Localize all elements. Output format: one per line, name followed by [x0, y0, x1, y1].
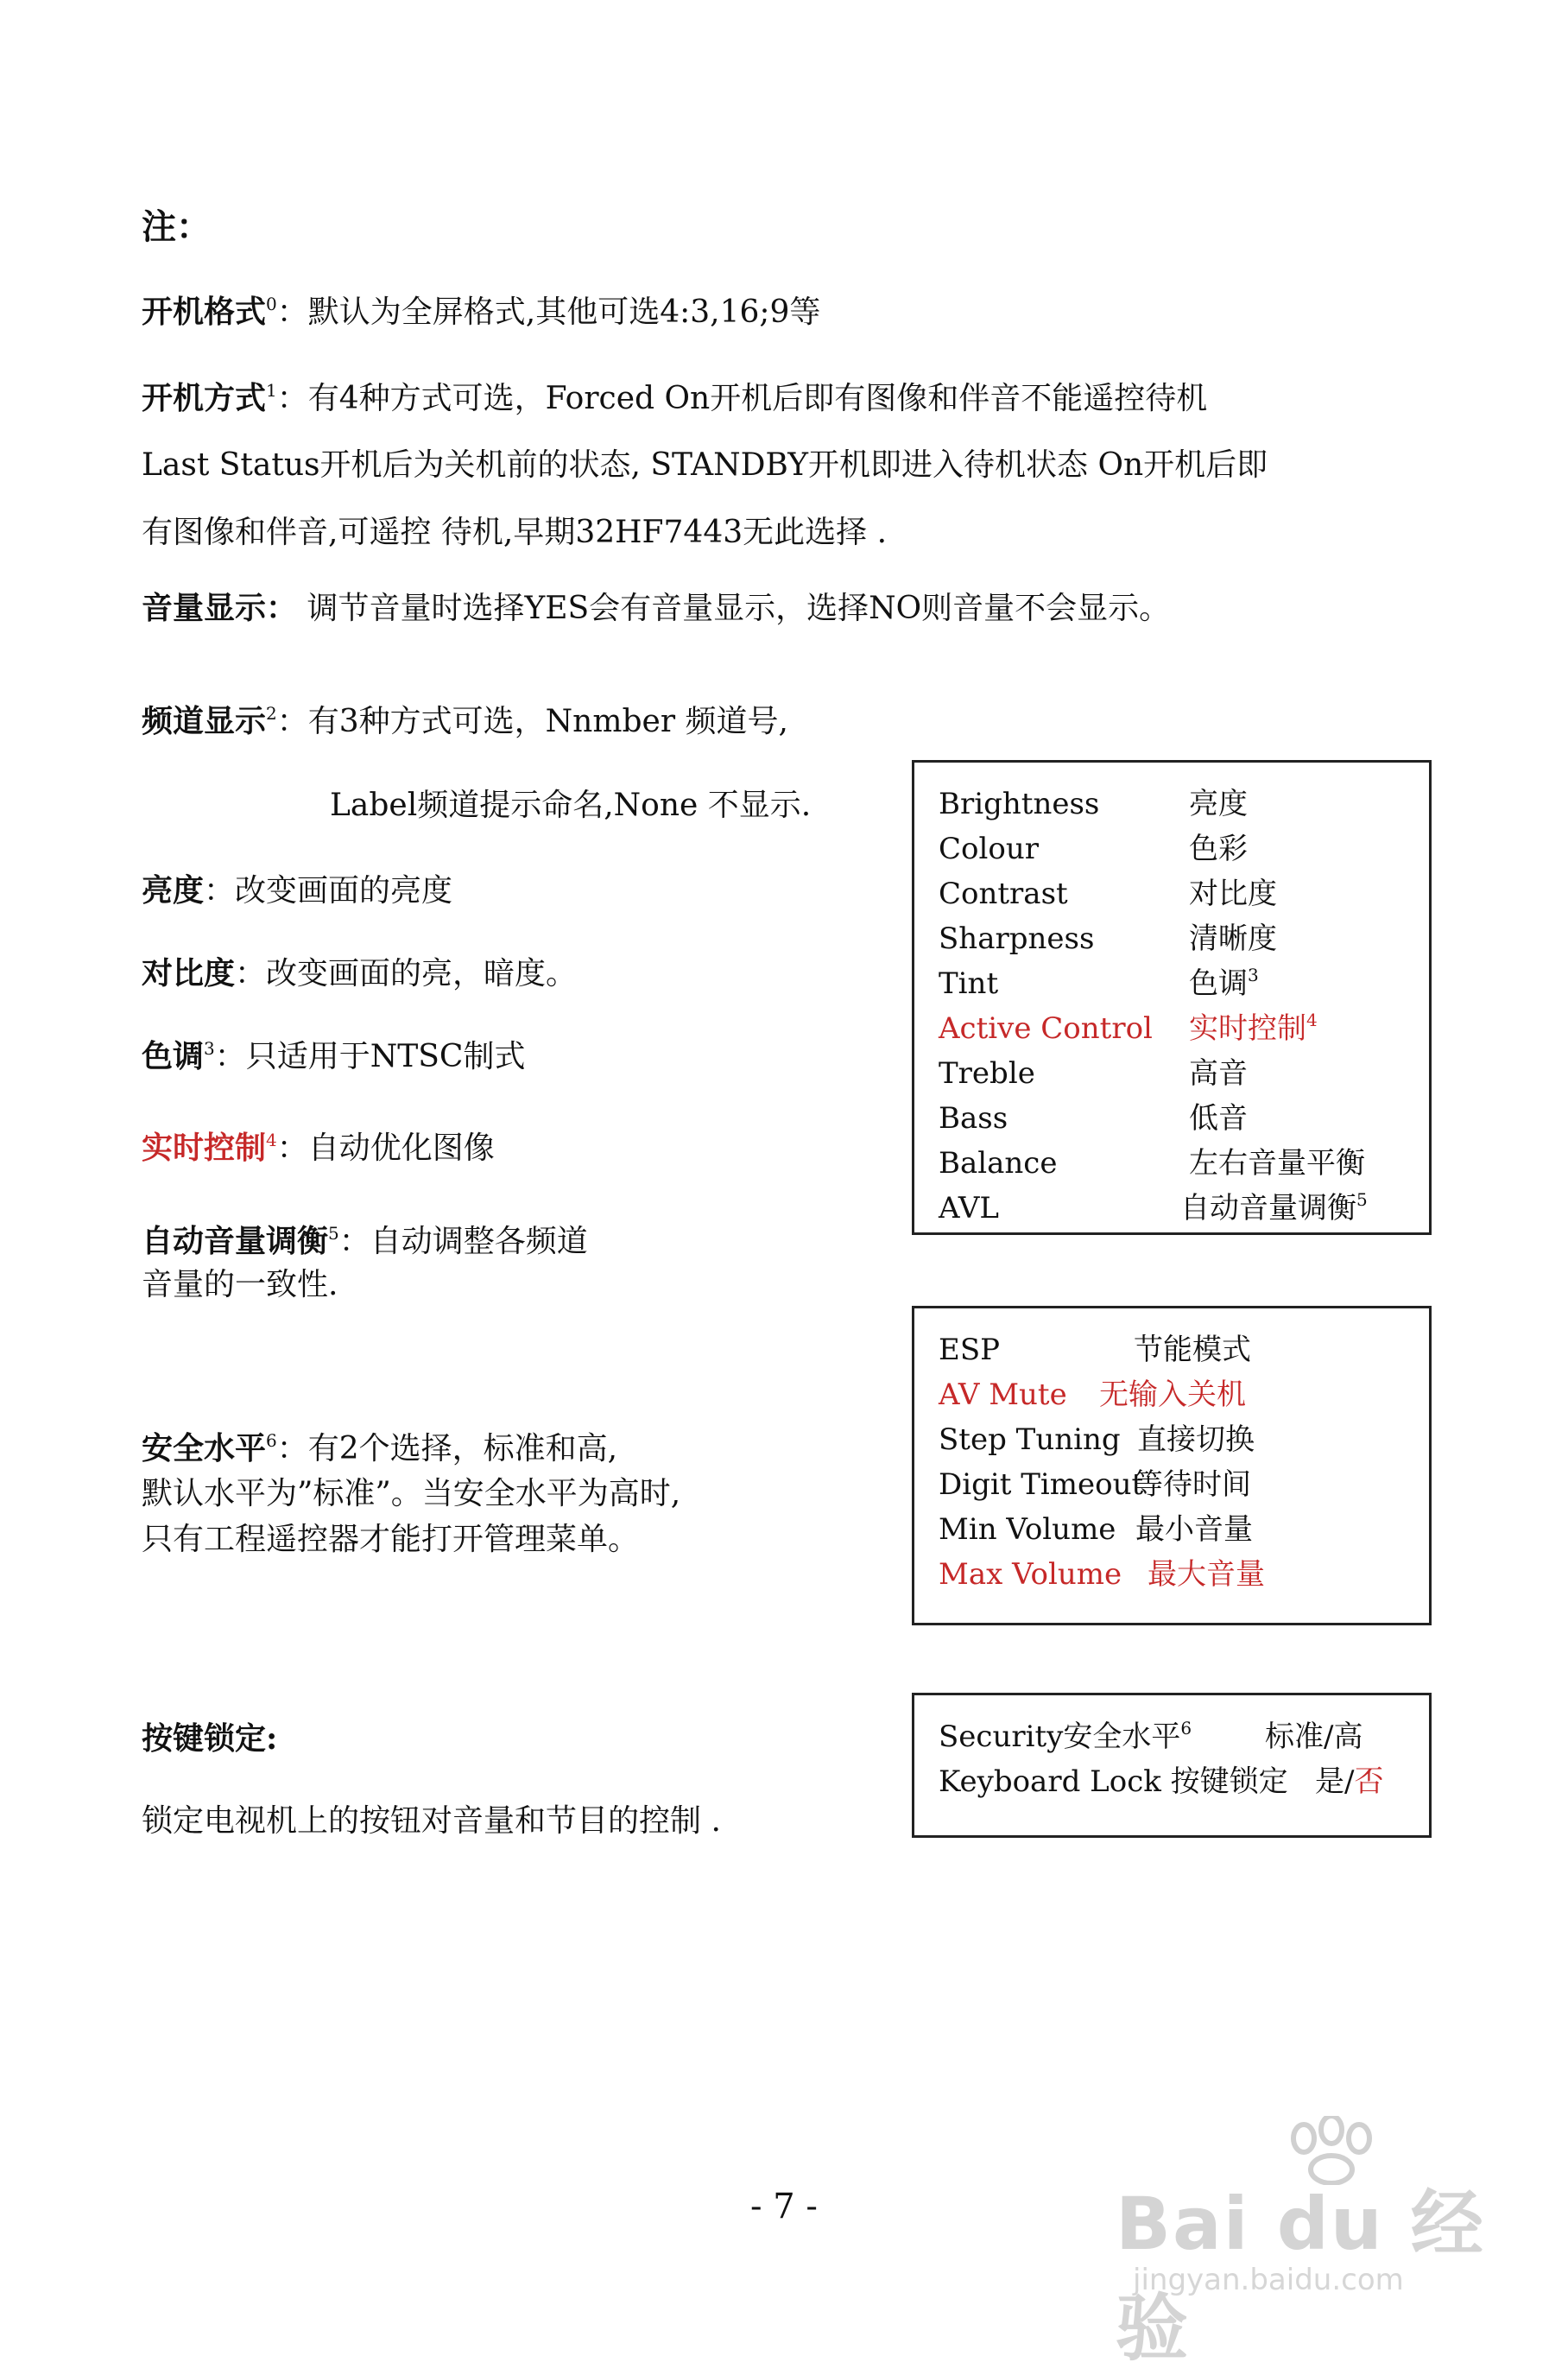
menu-item-zh: 亮度	[1189, 787, 1248, 821]
boot-mode-line2: Last Status开机后为关机前的状态, STANDBY开机即进入待机状态 On开机后即	[142, 447, 1268, 483]
option-item-zh: 等待时间	[1134, 1467, 1251, 1502]
menu-item-en: Brightness	[939, 787, 1100, 821]
avl-label: 自动音量调衡	[142, 1223, 329, 1259]
menu-row-active-control	[939, 1006, 1412, 1051]
footnote-3: 3	[204, 1038, 215, 1059]
footnote-0: 0	[266, 294, 277, 314]
menu-item-en: Bass	[939, 1101, 1008, 1136]
security-line1	[142, 1425, 617, 1472]
option-row-min-volume	[939, 1507, 1412, 1552]
menu-item-zh: 对比度	[1189, 877, 1277, 911]
footnote-6: 6	[266, 1430, 277, 1451]
brightness-text: ：改变画面的亮度	[204, 873, 453, 909]
option-item-zh: 节能模式	[1134, 1333, 1251, 1367]
baidu-watermark	[1116, 2116, 1513, 2371]
security-text1: ：有2个选择，标准和高,	[276, 1431, 618, 1466]
contrast-paragraph	[142, 950, 577, 998]
note-heading: 注：	[142, 206, 211, 247]
menu-item-en: Contrast	[939, 877, 1068, 911]
option-row-digit-timeout	[939, 1462, 1412, 1507]
watermark-logo: Bai du 经验	[1116, 2182, 1485, 2371]
tint-paragraph	[142, 1033, 525, 1080]
keyboard-lock-yes: 是/	[1315, 1764, 1355, 1799]
menu-item-zh: 低音	[1189, 1101, 1248, 1136]
picture-sound-menu-box	[912, 760, 1432, 1235]
boot-format-label: 开机格式	[142, 294, 267, 330]
menu-row-tint	[939, 961, 1412, 1006]
boot-format-text: ：默认为全屏格式,其他可选4:3,16;9等	[276, 294, 821, 330]
menu-footnote: 3	[1248, 965, 1259, 985]
footnote-4: 4	[266, 1130, 277, 1150]
option-row-esp	[939, 1327, 1412, 1372]
option-item-zh: 直接切换	[1137, 1422, 1255, 1457]
menu-item-en: Colour	[939, 832, 1039, 866]
security-value: 标准/高	[1265, 1720, 1363, 1754]
volume-display-text: 调节音量时选择YES会有音量显示，选择NO则音量不会显示。	[297, 591, 1171, 626]
menu-item-zh: 色调$^3$	[1189, 965, 1259, 1001]
footnote-1: 1	[266, 380, 277, 401]
menu-item-en: Active Control	[939, 1011, 1153, 1046]
option-item-en: AV Mute	[939, 1378, 1067, 1412]
active-control-label: 实时控制	[142, 1130, 267, 1166]
menu-row-sharpness	[939, 916, 1412, 961]
option-item-en: Max Volume	[939, 1557, 1122, 1592]
security-lock-box	[912, 1693, 1432, 1838]
volume-display-paragraph	[142, 585, 1170, 632]
boot-mode-line3: 有图像和伴音,可遥控 待机,早期32HF7443无此选择 .	[142, 515, 888, 550]
menu-item-en: Balance	[939, 1146, 1058, 1181]
option-row-step-tuning	[939, 1417, 1412, 1462]
key-lock-heading: 按键锁定:	[142, 1720, 278, 1757]
option-item-en: Digit Timeout	[939, 1467, 1144, 1502]
active-control-text: ：自动优化图像	[276, 1130, 495, 1166]
menu-item-zh: 高音	[1189, 1056, 1248, 1091]
avl-text1: ：自动调整各频道	[338, 1224, 588, 1259]
watermark-url: jingyan.baidu.com	[1133, 2263, 1404, 2297]
menu-footnote: 4	[1306, 1010, 1318, 1030]
menu-row-avl	[939, 1186, 1412, 1231]
menu-row-treble	[939, 1051, 1412, 1096]
boot-mode-line1	[142, 375, 1207, 422]
page-number: - 7 -	[750, 2187, 818, 2226]
security-label: 安全水平	[142, 1430, 267, 1466]
option-item-zh: 最大音量	[1148, 1557, 1265, 1592]
footnote-5: 5	[328, 1223, 339, 1244]
menu-item-zh: 左右音量平衡	[1189, 1146, 1365, 1181]
contrast-text: ：改变画面的亮，暗度。	[235, 956, 578, 991]
security-footnote: 6	[1180, 1718, 1192, 1738]
menu-item-zh: 实时控制$^4$	[1189, 1010, 1318, 1046]
boot-mode-text1: ：有4种方式可选，Forced On开机后即有图像和伴音不能遥控待机	[276, 381, 1208, 416]
menu-item-zh: 色彩	[1189, 832, 1248, 866]
option-item-en: Min Volume	[939, 1512, 1116, 1547]
tint-label: 色调	[142, 1038, 205, 1074]
menu-item-zh: 自动音量调衡$^5$	[1180, 1189, 1368, 1226]
keyboard-lock-no: 否	[1354, 1764, 1384, 1799]
avl-line1	[142, 1218, 588, 1265]
tint-text: ：只适用于NTSC制式	[214, 1039, 526, 1074]
option-item-zh: 无输入关机	[1099, 1378, 1246, 1412]
keyboard-lock-row	[939, 1759, 1412, 1804]
option-row-max-volume	[939, 1552, 1412, 1597]
menu-item-en: Tint	[939, 966, 999, 1001]
menu-footnote: 5	[1356, 1189, 1368, 1210]
menu-row-contrast	[939, 871, 1412, 916]
brightness-paragraph	[142, 867, 452, 915]
channel-display-label: 频道显示	[142, 703, 267, 739]
channel-display-line2: Label频道提示命名,None 不显示.	[330, 788, 812, 823]
keyboard-lock-value	[1315, 1759, 1383, 1804]
keyboard-lock-item: Keyboard Lock 按键锁定	[939, 1764, 1288, 1799]
security-row	[939, 1714, 1412, 1759]
footnote-2: 2	[266, 703, 277, 724]
option-item-en: ESP	[939, 1333, 1000, 1367]
option-row-av-mute	[939, 1372, 1412, 1417]
boot-format-paragraph	[142, 288, 820, 336]
security-item: Security安全水平$^6$	[939, 1718, 1192, 1754]
menu-item-en: Treble	[939, 1056, 1035, 1091]
install-options-box	[912, 1306, 1432, 1625]
security-line2: 默认水平为”标准”。当安全水平为高时,	[142, 1476, 681, 1511]
boot-mode-label: 开机方式	[142, 380, 267, 416]
brightness-label: 亮度	[142, 872, 205, 909]
menu-item-en: Sharpness	[939, 922, 1095, 956]
menu-row-colour	[939, 826, 1412, 871]
security-line3: 只有工程遥控器才能打开管理菜单。	[142, 1522, 640, 1557]
menu-item-en: AVL	[939, 1191, 999, 1226]
avl-line2: 音量的一致性.	[142, 1267, 338, 1302]
menu-row-brightness	[939, 782, 1412, 826]
menu-item-zh: 清晰度	[1189, 922, 1277, 956]
option-item-zh: 最小音量	[1135, 1512, 1253, 1547]
key-lock-text: 锁定电视机上的按钮对音量和节目的控制 .	[142, 1803, 721, 1839]
channel-display-line1	[142, 698, 788, 745]
channel-display-text1: ：有3种方式可选，Nnmber 频道号,	[276, 704, 788, 739]
option-item-en: Step Tuning	[939, 1422, 1121, 1457]
volume-display-label: 音量显示：	[142, 590, 298, 626]
active-control-paragraph	[142, 1124, 495, 1172]
menu-row-bass	[939, 1096, 1412, 1141]
menu-row-balance	[939, 1141, 1412, 1186]
contrast-label: 对比度	[142, 955, 236, 991]
